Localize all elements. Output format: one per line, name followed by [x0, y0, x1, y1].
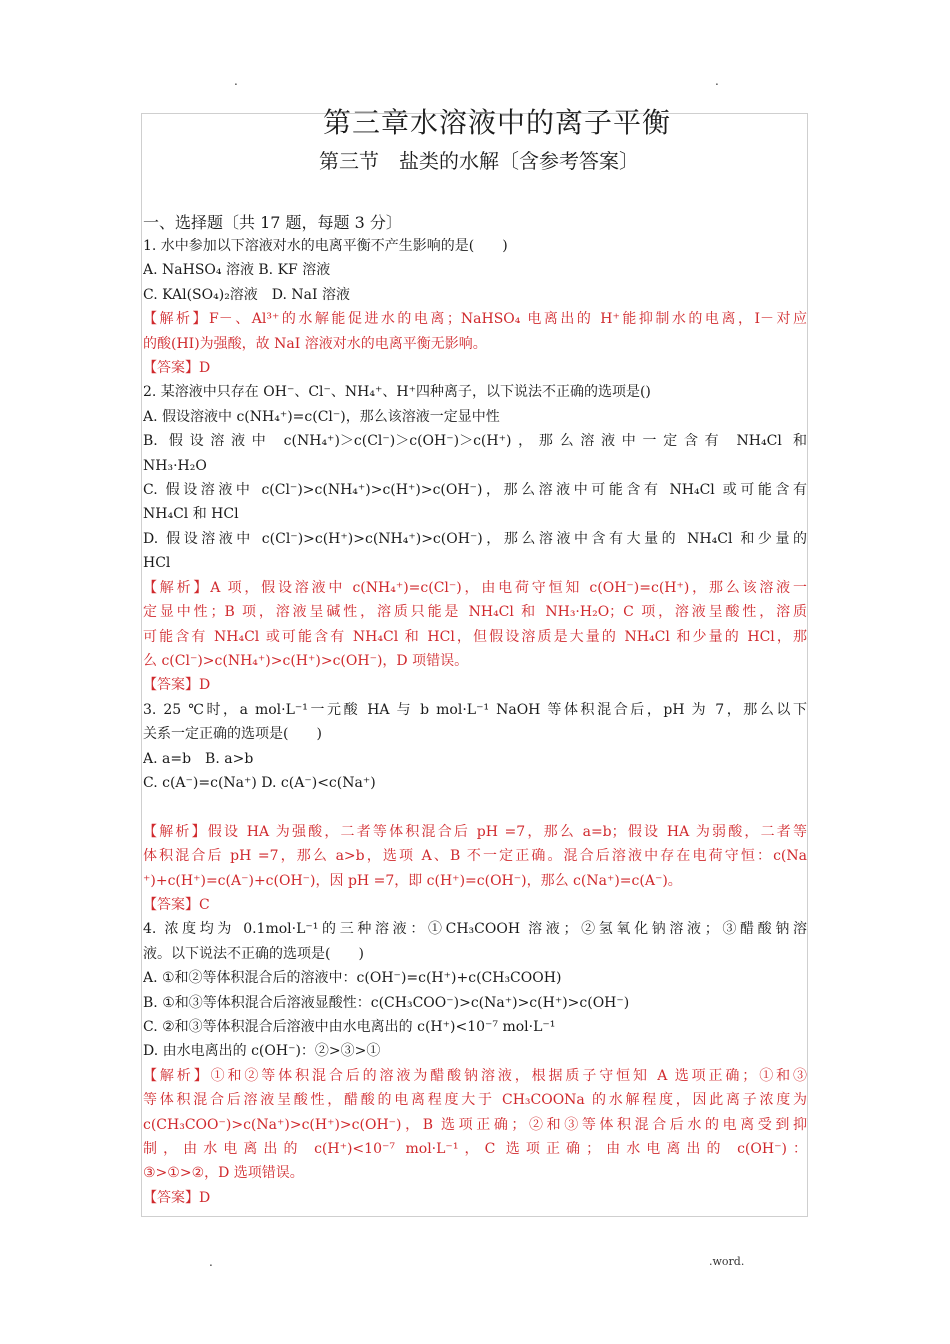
question-line: 液。以下说法不正确的选项是( )	[143, 945, 364, 962]
answer-line: 【解析】假设 HA 为强酸，二者等体积混合后 pH =7，那么 a=b；假设 HA 为弱酸，二者等	[143, 823, 807, 840]
answer-line: 可能含有 NH₄Cl 或可能含有 NH₄Cl 和 HCl，但假设溶质是大量的 NH₄Cl 和少量的 HCl，那	[143, 628, 807, 645]
question-line: B. 假设溶液中 c(NH₄⁺)＞c(Cl⁻)＞c(OH⁻)＞c(H⁺)，那么溶液中一定含有 NH₄Cl 和	[143, 433, 807, 450]
footer-dot-left: .	[209, 1255, 213, 1269]
question-line: C. 假设溶液中 c(Cl⁻)>c(NH₄⁺)>c(H⁺)>c(OH⁻)，那么溶液中可能含有 NH₄Cl 或可能含有	[143, 482, 807, 499]
question-line: B. ①和③等体积混合后溶液显酸性：c(CH₃COO⁻)>c(Na⁺)>c(H⁺)>c(OH⁻)	[143, 994, 630, 1011]
question-line: C. c(A⁻)=c(Na⁺) D. c(A⁻)<c(Na⁺)	[143, 774, 376, 791]
header-dot-left: .	[234, 74, 238, 88]
answer-line: 的酸(HI)为强酸，故 NaI 溶液对水的电离平衡无影响。	[143, 335, 487, 352]
question-line: A. a=b B. a>b	[143, 750, 254, 767]
answer-line: 【答案】C	[143, 896, 210, 913]
question-line: D. 由水电离出的 c(OH⁻)：②>③>①	[143, 1043, 381, 1060]
section-subtitle: 第三节 盐类的水解〔含参考答案〕	[319, 149, 639, 173]
answer-line: 【答案】D	[143, 1189, 211, 1206]
question-line: 1. 水中参加以下溶液对水的电离平衡不产生影响的是( )	[143, 238, 508, 254]
question-line: 2. 某溶液中只存在 OH⁻、Cl⁻、NH₄⁺、H⁺四种离子，以下说法不正确的选项是()	[143, 384, 651, 401]
answer-line: 等体积混合后溶液呈酸性，醋酸的电离程度大于 CH₃COONa 的水解程度，因此离子浓度为	[143, 1092, 807, 1109]
question-line: C. ②和③等体积混合后溶液中由水电离出的 c(H⁺)<10⁻⁷ mol·L⁻¹	[143, 1018, 556, 1035]
question-line: 4. 浓度均为 0.1mol·L⁻¹的三种溶液：①CH₃COOH 溶液；②氢氧化钠溶液；③醋酸钠溶	[143, 921, 807, 938]
answer-line: 么 c(Cl⁻)>c(NH₄⁺)>c(H⁺)>c(OH⁻)，D 项错误。	[143, 652, 469, 669]
question-line: A. ①和②等体积混合后的溶液中：c(OH⁻)=c(H⁺)+c(CH₃COOH)	[143, 970, 562, 987]
answer-line: 体积混合后 pH =7，那么 a>b，选项 A、B 不一定正确。混合后溶液中存在电荷守恒：c(Na	[143, 848, 807, 865]
question-line: NH₃·H₂O	[143, 457, 207, 474]
question-line: 3. 25 ℃时，a mol·L⁻¹一元酸 HA 与 b mol·L⁻¹ NaOH 等体积混合后，pH 为 7，那么以下	[143, 701, 807, 718]
question-line: C. KAl(SO₄)₂溶液 D. NaI 溶液	[143, 286, 351, 303]
document-body	[143, 104, 807, 1210]
answer-line: 【答案】D	[143, 360, 211, 377]
answer-line: ⁺)+c(H⁺)=c(A⁻)+c(OH⁻)，因 pH =7，即 c(H⁺)=c(OH⁻)，那么 c(Na⁺)=c(A⁻)。	[143, 872, 682, 889]
question-lines	[143, 234, 807, 1210]
header-dot-right: .	[715, 74, 719, 88]
answer-line: 【解析】F－、Al³⁺的水解能促进水的电离；NaHSO₄ 电离出的 H⁺能抑制水的电离，I－对应	[143, 311, 807, 328]
answer-line: 【解析】A 项，假设溶液中 c(NH₄⁺)=c(Cl⁻)，由电荷守恒知 c(OH⁻)=c(H⁺)，那么该溶液一	[143, 579, 807, 596]
question-line: NH₄Cl 和 HCl	[143, 506, 239, 523]
answer-line: 【答案】D	[143, 677, 211, 694]
answer-line: 定显中性；B 项，溶液呈碱性，溶质只能是 NH₄Cl 和 NH₃·H₂O；C 项，溶液呈酸性，溶质	[143, 604, 807, 621]
question-line: D. 假设溶液中 c(Cl⁻)>c(H⁺)>c(NH₄⁺)>c(OH⁻)，那么溶液中含有大量的 NH₄Cl 和少量的	[143, 530, 807, 547]
question-line	[143, 795, 807, 819]
question-section-heading: 一、选择题〔共 17 题，每题 3 分〕	[143, 213, 402, 232]
footer-word: .word.	[709, 1255, 745, 1268]
chapter-title: 第三章水溶液中的离子平衡	[322, 106, 671, 139]
question-line: A. 假设溶液中 c(NH₄⁺)=c(Cl⁻)，那么该溶液一定显中性	[143, 408, 500, 425]
answer-line: 制，由水电离出的 c(H⁺)<10⁻⁷ mol·L⁻¹，C 选项正确；由水电离出的 c(OH⁻)：	[143, 1141, 807, 1158]
answer-line: 【解析】①和②等体积混合后的溶液为醋酸钠溶液，根据质子守恒知 A 选项正确；①和③	[143, 1067, 807, 1084]
answer-line: ③>①>②，D 选项错误。	[143, 1165, 304, 1182]
question-line: 关系一定正确的选项是( )	[143, 726, 322, 743]
question-line: A. NaHSO₄ 溶液 B. KF 溶液	[143, 262, 331, 279]
question-line: HCl	[143, 555, 171, 572]
answer-line: c(CH₃COO⁻)>c(Na⁺)>c(H⁺)>c(OH⁻)，B 选项正确；②和③等体积混合后水的电离受到抑	[143, 1116, 807, 1133]
